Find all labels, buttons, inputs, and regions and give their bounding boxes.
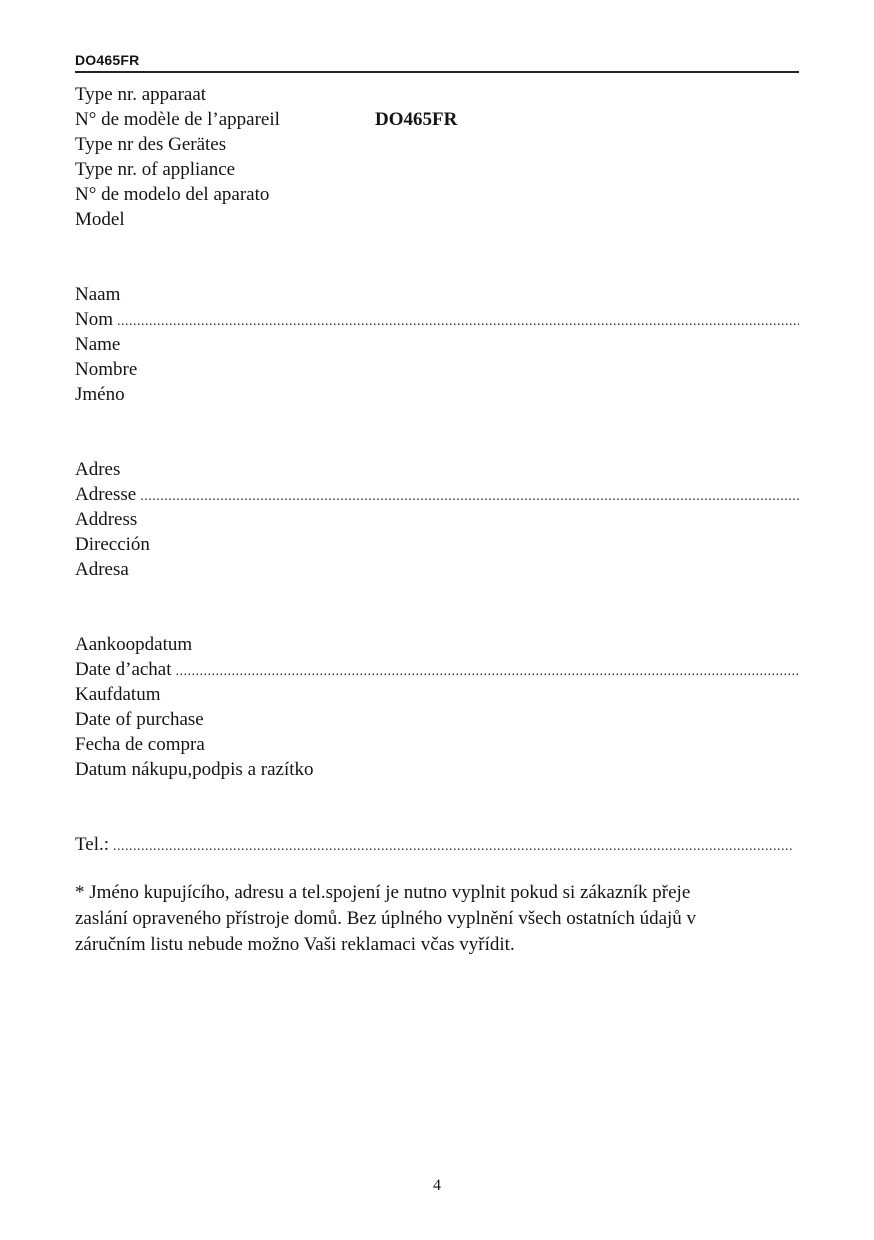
phone-dotted-field	[113, 834, 793, 857]
name-label-cz: Jméno	[75, 384, 125, 405]
purchase-label-cz: Datum nákupu,podpis a razítko	[75, 759, 314, 780]
address-label-es: Dirección	[75, 534, 150, 555]
name-label-nl: Naam	[75, 284, 121, 305]
document-code: DO465FR	[75, 52, 140, 68]
address-fill-line[interactable]	[75, 482, 799, 507]
model-label-en: Type nr. of appliance	[75, 159, 236, 180]
phone-fill-line[interactable]	[75, 832, 793, 857]
footnote-line-3: záručním listu nebude možno Vaši reklamaci včas vyřídit.	[75, 934, 515, 955]
model-label-nl: Type nr. apparaat	[75, 84, 207, 105]
purchase-label-es: Fecha de compra	[75, 734, 205, 755]
model-label-es: N° de modelo del aparato	[75, 184, 270, 205]
purchase-label-en: Date of purchase	[75, 709, 204, 730]
address-label-en: Address	[75, 509, 138, 530]
address-label-fr: Adresse	[75, 484, 137, 505]
name-label-en: Name	[75, 334, 121, 355]
address-label-nl: Adres	[75, 459, 121, 480]
purchase-label-nl: Aankoopdatum	[75, 634, 193, 655]
name-label-es: Nombre	[75, 359, 138, 380]
model-label-cz: Model	[75, 209, 125, 230]
address-dotted-field	[140, 484, 799, 507]
footnote-line-1: * Jméno kupujícího, adresu a tel.spojení je nutno vyplnit pokud si zákazník přeje	[75, 882, 691, 903]
footnote-line-2: zaslání opraveného přístroje domů. Bez úplného vyplnění všech ostatních údajů v	[75, 908, 697, 929]
footnote	[75, 880, 799, 958]
purchase-label-fr: Date d’achat	[75, 659, 172, 680]
purchase-date-dotted-field	[176, 659, 799, 682]
purchase-date-fill-line[interactable]	[75, 657, 799, 682]
purchase-label-de: Kaufdatum	[75, 684, 161, 705]
name-fill-line[interactable]	[75, 307, 799, 332]
page-number: 4	[433, 1177, 441, 1194]
header-divider	[75, 71, 799, 73]
model-label-fr: N° de modèle de l’appareil	[75, 109, 280, 130]
model-label-de: Type nr des Gerätes	[75, 134, 227, 155]
name-label-fr: Nom	[75, 309, 113, 330]
phone-label: Tel.:	[75, 834, 110, 855]
name-dotted-field	[117, 309, 799, 332]
model-value: DO465FR	[375, 109, 458, 130]
address-label-cz: Adresa	[75, 559, 129, 580]
